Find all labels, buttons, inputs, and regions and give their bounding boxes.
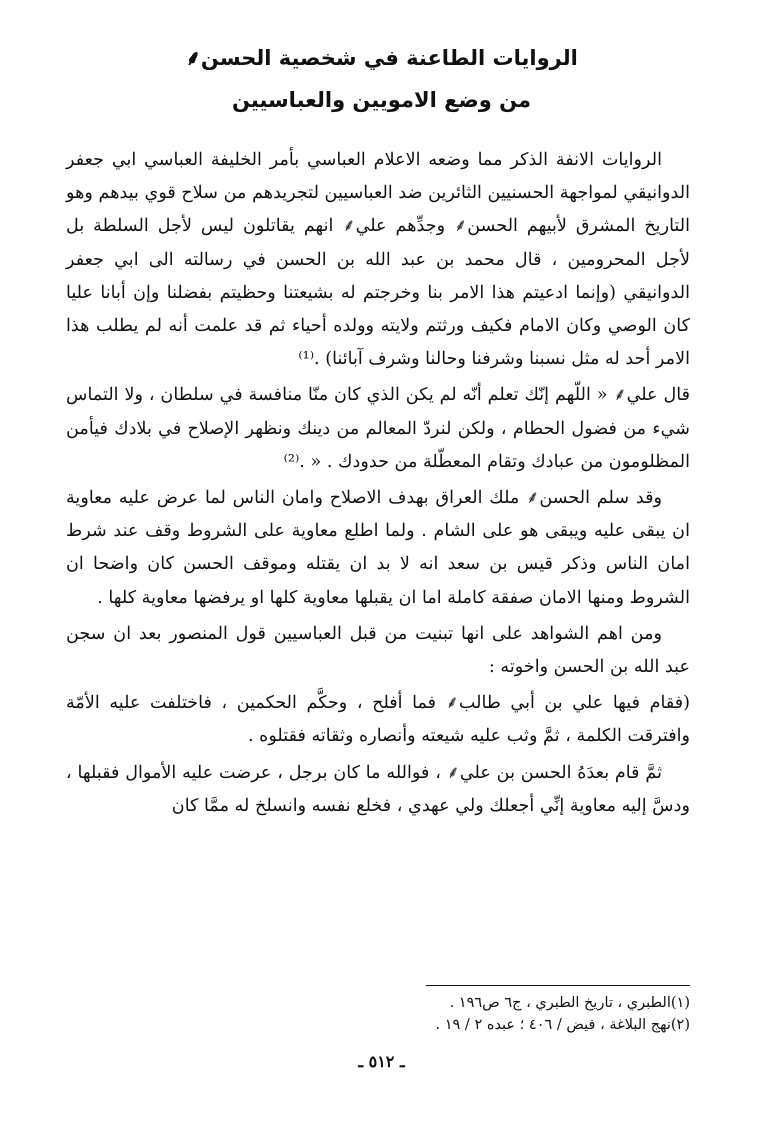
quote-paragraph: (فقام فيها علي بن أبي طالب⸙ فما أفلح ، وحكَّم الحكمين ، فاختلفت عليه الأمّة وافترقت الكلمة ، ثمَّ وثب عليه شيعته وأنصاره وثقاته فقتلوه . <box>66 693 690 747</box>
page-title: الروايات الطاعنة في شخصية الحسن⸙ <box>185 46 578 70</box>
paragraph: قال علي⸙ « اللّهم إنّك تعلم أنّه لم يكن الذي كان منّا منافسة في سلطان ، ولا التماس شيء من فضول الحطام ، ولكن لنردّ المعالم من دينك ونظهر الإصلاح في بلادك فيأمن المظلومون من عبادك وتقام المعطّلة من حدودك . « .⁽²⁾ <box>66 385 690 472</box>
quote-paragraph: ثمَّ قام بعدَهُ الحسن بن علي⸙ ، فوالله ما كان برجل ، عرضت عليه الأموال فقبلها ، ودسَّ إليه معاوية إنِّي أجعلك ولي عهدي ، فخلع نفسه وانسلخ له ممَّا كان <box>66 762 690 816</box>
footnote: (١)الطبري ، تاريخ الطبري ، ج٦ ص١٩٦ . <box>449 995 690 1011</box>
paragraph: وقد سلم الحسن⸙ ملك العراق بهدف الاصلاح وامان الناس لما عرض عليه معاوية ان يبقى عليه ويبقى هو على الشام . ولما اطلع معاوية على الشروط وقف عند شرط امان الناس وذكر قيس بن سعد انه لا بد ان يقتله وموقف الحسن كان واضحا ان الشروط ومنها الامان صفقة كاملة اما ان يقبلها معاوية كلها او يرفضها معاوية كلها . <box>66 488 690 608</box>
footnotes <box>66 992 690 1036</box>
paragraph: ومن اهم الشواهد على انها تبنيت من قبل العباسيين قول المنصور بعد ان سجن عبد الله بن الحسن واخوته : <box>66 623 690 678</box>
footnote: (٢)نهج البلاغة ، فيض / ٤٠٦ ؛ عبده ٢ / ١٩ . <box>435 1017 690 1033</box>
paragraph: الروايات الانفة الذكر مما وضعه الاعلام العباسي بأمر الخليفة العباسي ابي جعفر الدوانيقي لمواجهة الحسنيين الثائرين ضد العباسيين لتجريدهم من سلاح قوي بيدهم وهو التاريخ المشرق لأبيهم الحسن⸙ وجدِّهم علي⸙ انهم يقاتلون ليس لأجل السلطة بل لأجل المحرومين ، قال محمد بن عبد الله بن الحسن في رسالته الى ابي جعفر الدوانيقي (وإنما ادعيتم هذا الامر بنا وخرجتم له بشيعتنا وحظيتم بفضلنا وإن أبانا عليا كان الوصي وكان الامام فكيف ورثتم ولايته وولده أحياء ثم قد علمت أنه لم يطلب هذا الامر أحد له مثل نسبنا وشرفنا وحالنا وشرف آبائنا) .⁽¹⁾ <box>66 150 690 370</box>
body-text <box>66 144 690 823</box>
page-number: ـ ٥١٢ ـ <box>358 1052 405 1071</box>
footnote-divider <box>426 985 690 986</box>
page-subtitle: من وضع الامويين والعباسيين <box>231 88 532 112</box>
